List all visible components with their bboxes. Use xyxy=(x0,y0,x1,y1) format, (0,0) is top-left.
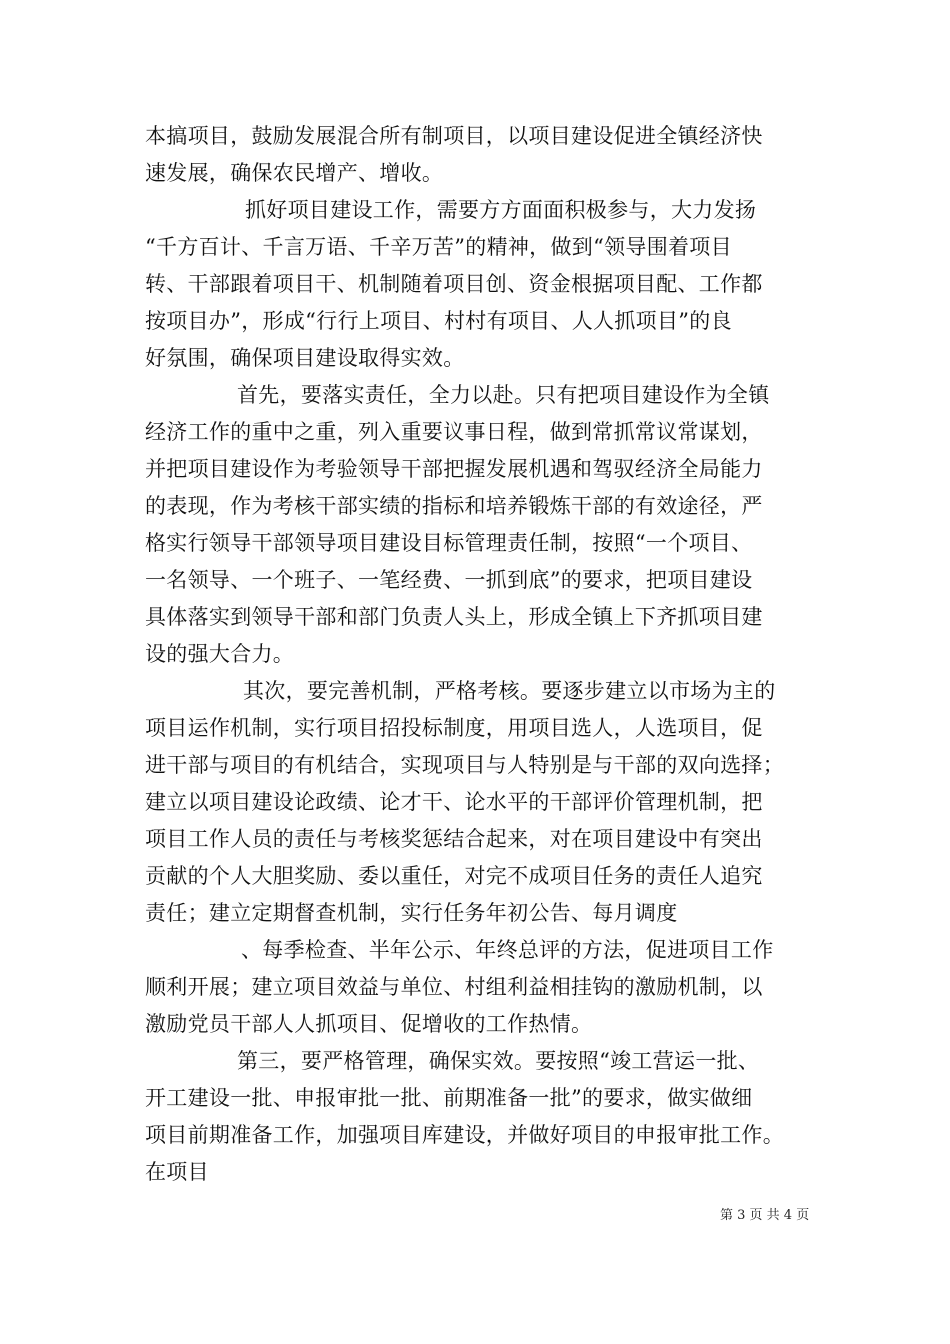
text-line: 第三，要严格管理，确保实效。要按照“竣工营运一批、 xyxy=(237,1049,760,1073)
text-line: 、每季检查、半年公示、年终总评的方法，促进项目工作 xyxy=(241,938,774,962)
text-line: 项目运作机制，实行项目招投标制度，用项目选人，人选项目，促 xyxy=(145,716,763,740)
text-line: 责任；建立定期督查机制，实行任务年初公告、每月调度 xyxy=(145,901,678,925)
text-line: 贡献的个人大胆奖励、委以重任，对完不成项目任务的责任人追究 xyxy=(145,864,763,888)
text-line: 开工建设一批、申报审批一批、前期准备一批”的要求，做实做细 xyxy=(145,1086,753,1110)
page-footer: 第 3 页 共 4 页 xyxy=(720,1208,810,1223)
text-line: 项目前期准备工作，加强项目库建设，并做好项目的申报审批工作。 xyxy=(145,1123,784,1147)
text-line: 本搞项目，鼓励发展混合所有制项目，以项目建设促进全镇经济快 xyxy=(145,124,763,148)
text-line: 其次，要完善机制，严格考核。要逐步建立以市场为主的 xyxy=(243,679,776,703)
text-line: 的表现，作为考核干部实绩的指标和培养锻炼干部的有效途径，严 xyxy=(145,494,763,518)
text-line: 进干部与项目的有机结合，实现项目与人特别是与干部的双向选择； xyxy=(145,753,784,777)
text-line: 抓好项目建设工作，需要方方面面积极参与，大力发扬 xyxy=(245,198,757,222)
document-body xyxy=(145,118,825,1191)
text-line: 经济工作的重中之重，列入重要议事日程，做到常抓常议常谋划， xyxy=(145,420,763,444)
text-line: 好氛围，确保项目建设取得实效。 xyxy=(145,346,465,370)
text-line: 速发展，确保农民增产、增收。 xyxy=(145,161,444,185)
text-line: 并把项目建设作为考验领导干部把握发展机遇和驾驭经济全局能力 xyxy=(145,457,763,481)
text-line: 具体落实到领导干部和部门负责人头上，形成全镇上下齐抓项目建 xyxy=(145,605,763,629)
text-line: 建立以项目建设论政绩、论才干、论水平的干部评价管理机制，把 xyxy=(145,790,763,814)
text-line: 项目工作人员的责任与考核奖惩结合起来，对在项目建设中有突出 xyxy=(145,827,763,851)
text-line: 转、干部跟着项目干、机制随着项目创、资金根据项目配、工作都 xyxy=(145,272,763,296)
text-line: “千方百计、千言万语、千辛万苦”的精神，做到“领导围着项目 xyxy=(145,235,732,259)
text-line: 一名领导、一个班子、一笔经费、一抓到底”的要求，把项目建设 xyxy=(145,568,753,592)
text-line: 格实行领导干部领导项目建设目标管理责任制，按照“一个项目、 xyxy=(145,531,753,555)
text-line: 首先，要落实责任，全力以赴。只有把项目建设作为全镇 xyxy=(237,383,770,407)
text-line: 顺利开展；建立项目效益与单位、村组利益相挂钩的激励机制，以 xyxy=(145,975,763,999)
text-line: 在项目 xyxy=(145,1160,209,1184)
text-line: 激励党员干部人人抓项目、促增收的工作热情。 xyxy=(145,1012,593,1036)
text-line: 按项目办”，形成“行行上项目、村村有项目、人人抓项目”的良 xyxy=(145,309,732,333)
text-line: 设的强大合力。 xyxy=(145,642,295,666)
